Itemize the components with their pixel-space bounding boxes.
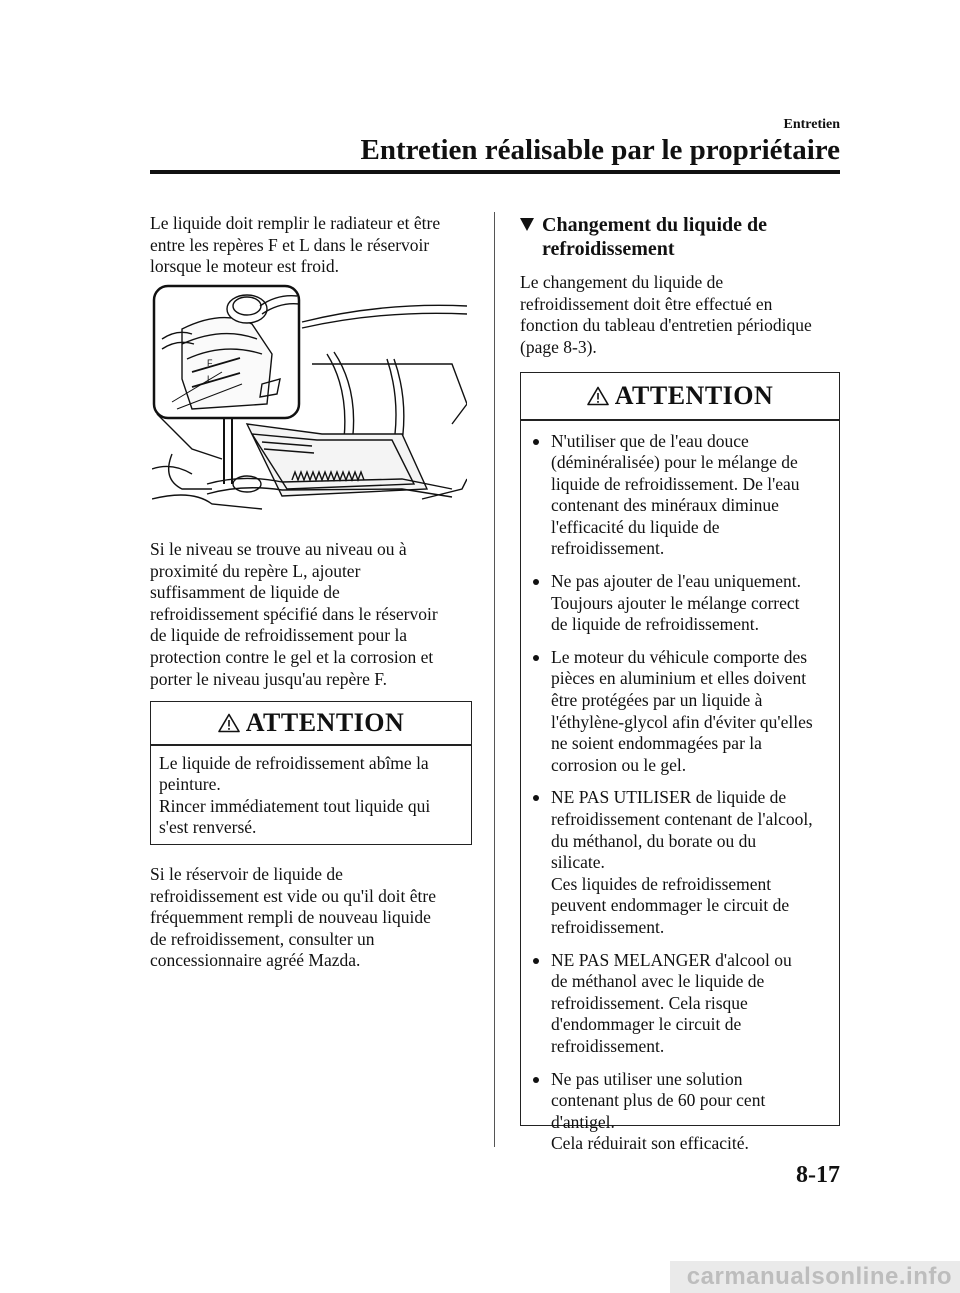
bullet-dot-icon	[533, 579, 539, 585]
attention-title-text-right: ATTENTION	[614, 381, 774, 410]
section-heading	[520, 213, 820, 261]
f-mark-label: F	[207, 358, 213, 368]
bullet-dot-icon	[533, 795, 539, 801]
warning-triangle-icon	[587, 386, 609, 406]
attention-item: Le moteur du véhicule comporte des pièces en aluminium et elles doivent être protégées par un liquide à l'éthylène-glycol afin d'éviter qu'elles ne soient endommagées par la corrosion ou le gel.	[521, 647, 835, 777]
attention-item: NE PAS MELANGER d'alcool ou de méthanol avec le liquide de refroidissement. Cela risque d'endommager le circuit de refroidissement.	[521, 950, 835, 1058]
attention-box-right	[520, 372, 840, 1154]
attention-list-right	[521, 421, 839, 1155]
attention-title-text-left: ATTENTION	[245, 708, 405, 737]
running-header-title: Entretien réalisable par le propriétaire	[360, 134, 840, 166]
attention-title-left	[151, 702, 471, 744]
l-mark-label: L	[207, 374, 213, 384]
column-divider	[494, 212, 495, 1147]
left-paragraph-1: Le liquide doit remplir le radiateur et être entre les repères F et L dans le réservoir lorsque le moteur est froid.	[150, 213, 441, 277]
attention-title-right	[521, 373, 839, 419]
header-rule	[150, 170, 840, 174]
attention-item: N'utiliser que de l'eau douce (déminéralisée) pour le mélange de liquide de refroidissement. De l'eau contenant des minéraux diminue l'efficacité du liquide de refroidissement.	[521, 431, 835, 561]
left-paragraph-3: Si le réservoir de liquide de refroidissement est vide ou qu'il doit être fréquemment rempli de nouveau liquide de refroidissement, consulter un concessionnaire agréé Mazda.	[150, 864, 436, 971]
page-number: 8-17	[796, 1162, 840, 1188]
section-heading-text: Changement du liquide de refroidissement	[542, 214, 768, 260]
attention-item: NE PAS UTILISER de liquide de refroidissement contenant de l'alcool, du méthanol, du borate ou du silicate. Ces liquides de refroidissement peuvent endommager le circuit de refroidissement.	[521, 787, 835, 938]
right-paragraph-1: Le changement du liquide de refroidissement doit être effectué en fonction du tableau d'entretien périodique (page 8-3).	[520, 272, 812, 357]
watermark-text[interactable]: carmanualsonline.info	[686, 1263, 952, 1290]
coolant-reservoir-figure	[152, 284, 467, 516]
attention-box-left	[150, 701, 472, 845]
bullet-dot-icon	[533, 655, 539, 661]
running-header-section: Entretien	[783, 117, 840, 132]
bullet-dot-icon	[533, 1077, 539, 1083]
engine-bay-illustration	[152, 284, 467, 516]
attention-item: Ne pas utiliser une solution contenant plus de 60 pour cent d'antigel. Cela réduirait son efficacité.	[521, 1069, 835, 1155]
warning-triangle-icon	[218, 713, 240, 733]
attention-item: Ne pas ajouter de l'eau uniquement. Toujours ajouter le mélange correct de liquide de refroidissement.	[521, 571, 835, 636]
bullet-dot-icon	[533, 958, 539, 964]
section-triangle-icon	[520, 218, 534, 231]
bullet-dot-icon	[533, 439, 539, 445]
attention-body-left: Le liquide de refroidissement abîme la peinture. Rincer immédiatement tout liquide qui s'est renversé.	[159, 752, 431, 838]
left-paragraph-2: Si le niveau se trouve au niveau ou à proximité du repère L, ajouter suffisamment de liquide de refroidissement spécifié dans le réservoir de liquide de refroidissement pour la protection contre le gel et la corrosion et porter le niveau jusqu'au repère F.	[150, 539, 438, 689]
